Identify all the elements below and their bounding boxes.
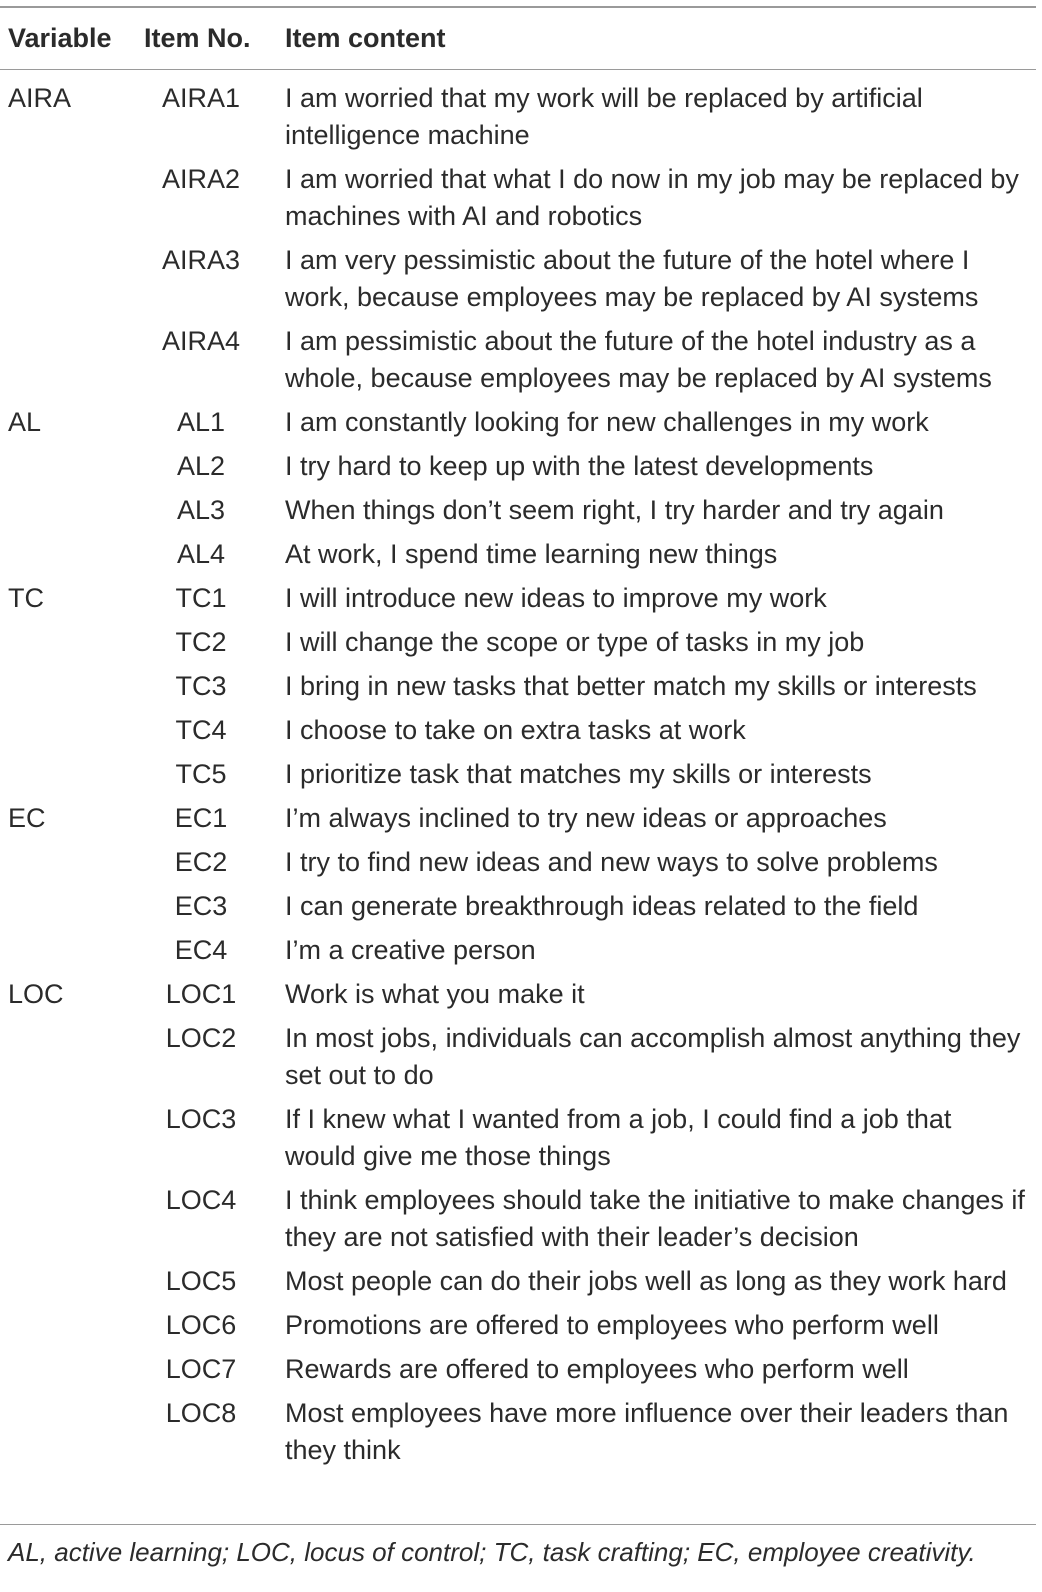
item-content-cell: I prioritize task that matches my skills or interests	[285, 759, 872, 789]
table-footnote: AL, active learning; LOC, locus of control; TC, task crafting; EC, employee creativity.	[8, 1537, 976, 1567]
item-no-cell: LOC3	[165, 1104, 237, 1134]
item-no-cell: EC1	[174, 803, 228, 833]
variable-cell: EC	[8, 803, 46, 833]
item-content-cell: I try hard to keep up with the latest developments	[285, 451, 874, 481]
table-row	[0, 1307, 1036, 1351]
table-row	[0, 800, 1036, 844]
item-content-cell: Work is what you make it	[285, 979, 585, 1009]
item-no-cell: TC5	[175, 759, 227, 789]
table-row	[0, 536, 1036, 580]
table-row	[0, 448, 1036, 492]
item-no-cell: AIRA2	[161, 164, 241, 194]
table-row	[0, 580, 1036, 624]
table-row	[0, 323, 1036, 404]
table-row	[0, 161, 1036, 242]
item-no-cell: LOC5	[165, 1266, 237, 1296]
item-no-cell: AIRA3	[161, 245, 241, 275]
item-no-cell: LOC1	[165, 979, 237, 1009]
table-row	[0, 404, 1036, 448]
item-no-cell: LOC2	[165, 1023, 237, 1053]
table-body	[0, 80, 1036, 1476]
header-item-content: Item content	[285, 23, 446, 53]
item-no-cell: AL4	[176, 539, 226, 569]
table-row	[0, 492, 1036, 536]
item-content-cell: I’m a creative person	[285, 935, 536, 965]
item-no-cell: TC3	[175, 671, 227, 701]
table-row	[0, 1101, 1036, 1182]
item-no-cell: AL2	[176, 451, 226, 481]
variable-cell: LOC	[8, 979, 64, 1009]
variable-cell: AL	[8, 407, 42, 437]
table-row	[0, 712, 1036, 756]
header-item-no: Item No.	[144, 23, 251, 53]
item-no-cell: TC4	[175, 715, 227, 745]
item-no-cell: AL3	[176, 495, 226, 525]
item-content-cell: Most people can do their jobs well as long as they work hard	[285, 1266, 1007, 1296]
table-row	[0, 624, 1036, 668]
table-row	[0, 756, 1036, 800]
table-header-rule	[0, 69, 1036, 70]
table-row	[0, 1395, 1036, 1476]
item-content-cell: At work, I spend time learning new things	[285, 539, 778, 569]
table-row	[0, 668, 1036, 712]
item-no-cell: EC2	[174, 847, 228, 877]
item-content-cell: Most employees have more influence over their leaders than they think	[285, 1398, 1009, 1465]
variable-cell: TC	[8, 583, 44, 613]
item-content-cell: Rewards are offered to employees who perform well	[285, 1354, 909, 1384]
table-row	[0, 242, 1036, 323]
item-no-cell: EC3	[174, 891, 228, 921]
item-content-cell: I bring in new tasks that better match my skills or interests	[285, 671, 977, 701]
table-row	[0, 1263, 1036, 1307]
item-content-cell: I am constantly looking for new challenges in my work	[285, 407, 929, 437]
table-row	[0, 1020, 1036, 1101]
item-no-cell: AIRA4	[161, 326, 241, 356]
item-no-cell: LOC4	[165, 1185, 237, 1215]
table-row	[0, 844, 1036, 888]
table-row	[0, 1351, 1036, 1395]
item-content-cell: I am worried that what I do now in my job may be replaced by machines with AI and robotics	[285, 164, 1019, 231]
item-no-cell: AL1	[176, 407, 226, 437]
item-no-cell: LOC6	[165, 1310, 237, 1340]
table-row	[0, 888, 1036, 932]
item-content-cell: If I knew what I wanted from a job, I could find a job that would give me those things	[285, 1104, 952, 1171]
item-content-cell: I choose to take on extra tasks at work	[285, 715, 746, 745]
item-content-cell: Promotions are offered to employees who perform well	[285, 1310, 939, 1340]
header-variable: Variable	[8, 23, 112, 53]
table-row	[0, 1182, 1036, 1263]
variable-cell: AIRA	[8, 83, 72, 113]
item-no-cell: TC1	[175, 583, 227, 613]
item-content-cell: In most jobs, individuals can accomplish almost anything they set out to do	[285, 1023, 1021, 1090]
table-header-row	[0, 18, 1036, 58]
table-row	[0, 932, 1036, 976]
item-content-cell: I am pessimistic about the future of the hotel industry as a whole, because employees may be replaced by AI systems	[285, 326, 992, 393]
item-no-cell: TC2	[175, 627, 227, 657]
item-no-cell: LOC8	[165, 1398, 237, 1428]
item-content-cell: I’m always inclined to try new ideas or approaches	[285, 803, 887, 833]
item-content-cell: I am very pessimistic about the future of the hotel where I work, because employees may be replaced by AI systems	[285, 245, 979, 312]
table-row	[0, 80, 1036, 161]
table-top-rule	[0, 6, 1036, 8]
item-content-cell: When things don’t seem right, I try harder and try again	[285, 495, 944, 525]
item-no-cell: EC4	[174, 935, 228, 965]
item-no-cell: LOC7	[165, 1354, 237, 1384]
item-content-cell: I will introduce new ideas to improve my work	[285, 583, 827, 613]
table-bottom-rule	[0, 1524, 1036, 1525]
item-content-cell: I think employees should take the initiative to make changes if they are not satisfied with their leader’s decision	[285, 1185, 1025, 1252]
item-content-cell: I am worried that my work will be replaced by artificial intelligence machine	[285, 83, 923, 150]
table-row	[0, 976, 1036, 1020]
item-content-cell: I can generate breakthrough ideas related to the field	[285, 891, 919, 921]
item-content-cell: I will change the scope or type of tasks in my job	[285, 627, 865, 657]
item-no-cell: AIRA1	[161, 83, 241, 113]
item-content-cell: I try to find new ideas and new ways to solve problems	[285, 847, 938, 877]
